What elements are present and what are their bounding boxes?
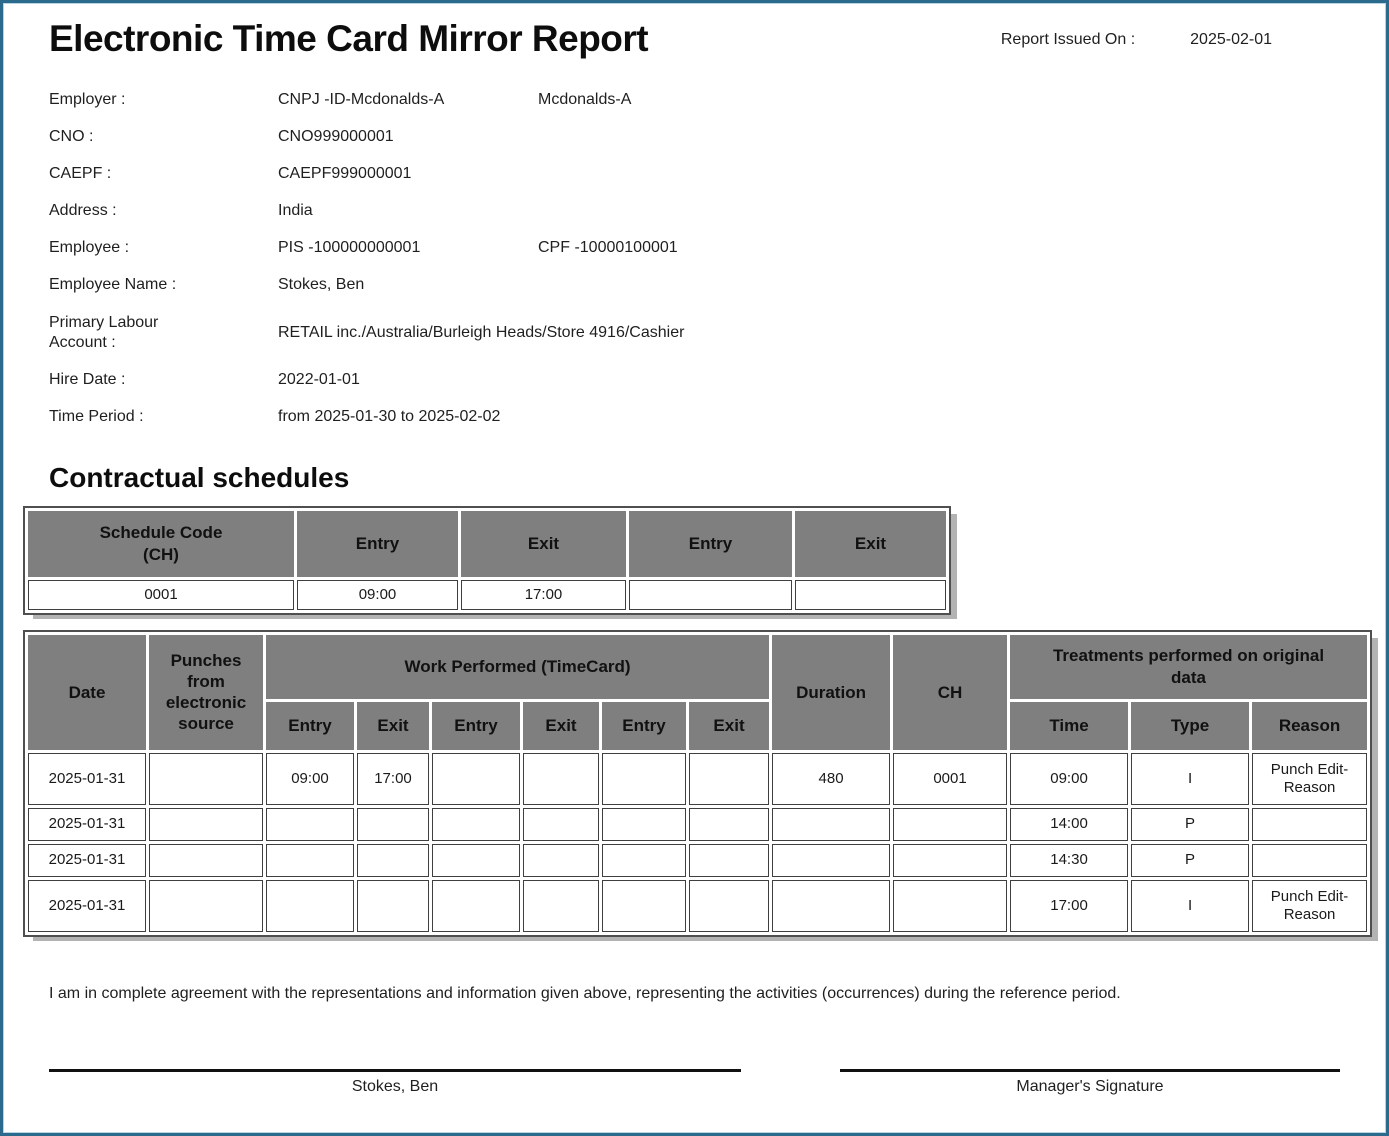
time-header: Time xyxy=(1010,702,1128,750)
reason-cell xyxy=(1252,808,1367,841)
exit2-cell xyxy=(523,808,599,841)
exit2-cell xyxy=(523,880,599,932)
entry3-header: Entry xyxy=(602,702,686,750)
exit3-cell xyxy=(689,808,769,841)
ch-cell xyxy=(893,808,1007,841)
schedule-exit1-header: Exit xyxy=(461,511,626,577)
exit1-cell xyxy=(357,844,429,877)
schedule-row xyxy=(28,580,946,610)
type-cell: I xyxy=(1131,753,1249,805)
manager-signature-label: Manager's Signature xyxy=(1016,1077,1164,1095)
reason-header: Reason xyxy=(1252,702,1367,750)
schedule-entry1-cell: 09:00 xyxy=(297,580,458,610)
info-label: Address : xyxy=(49,202,117,220)
duration-cell xyxy=(772,844,890,877)
entry2-cell xyxy=(432,844,520,877)
punches-cell xyxy=(149,808,263,841)
ch-cell: 0001 xyxy=(893,753,1007,805)
info-label: CAEPF : xyxy=(49,165,112,183)
info-row-hire-date xyxy=(49,362,1340,399)
work-performed-group-header: Work Performed (TimeCard) xyxy=(266,635,769,699)
reason-cell xyxy=(1252,844,1367,877)
info-row-address xyxy=(49,193,1340,230)
date-cell: 2025-01-31 xyxy=(28,880,146,932)
employee-signature-name: Stokes, Ben xyxy=(351,1077,439,1095)
contractual-schedules-table xyxy=(23,506,951,615)
info-label: Hire Date : xyxy=(49,371,126,389)
entry2-cell xyxy=(432,880,520,932)
time-cell: 14:30 xyxy=(1010,844,1128,877)
entry3-cell xyxy=(602,844,686,877)
info-row-time-period xyxy=(49,399,1340,436)
employee-signature-block xyxy=(49,1069,741,1096)
entry3-cell xyxy=(602,753,686,805)
timecard-row xyxy=(28,880,1367,932)
schedule-header-row xyxy=(28,511,946,577)
signature-section xyxy=(49,1069,1340,1096)
info-value: CNPJ -ID-Mcdonalds-A xyxy=(278,91,445,109)
punches-cell xyxy=(149,880,263,932)
reason-cell: Punch Edit-Reason xyxy=(1252,753,1367,805)
entry1-cell: 09:00 xyxy=(266,753,354,805)
punches-header: Punches from electronic source xyxy=(149,635,263,750)
info-value-secondary: CPF -10000100001 xyxy=(538,239,678,257)
ch-header: CH xyxy=(893,635,1007,750)
timecard-header-group-row xyxy=(28,635,1367,699)
report-header xyxy=(49,19,1340,60)
entry3-cell xyxy=(602,808,686,841)
punches-cell xyxy=(149,844,263,877)
timecard-row xyxy=(28,753,1367,805)
schedule-exit2-header: Exit xyxy=(795,511,946,577)
time-cell: 17:00 xyxy=(1010,880,1128,932)
contractual-schedules-heading: Contractual schedules xyxy=(49,461,350,493)
timecard-row xyxy=(28,808,1367,841)
info-label: Employer : xyxy=(49,91,126,109)
duration-cell: 480 xyxy=(772,753,890,805)
entry3-cell xyxy=(602,880,686,932)
date-header: Date xyxy=(28,635,146,750)
ch-cell xyxy=(893,880,1007,932)
type-cell: I xyxy=(1131,880,1249,932)
timecard-table xyxy=(23,630,1372,937)
exit2-cell xyxy=(523,753,599,805)
exit3-header: Exit xyxy=(689,702,769,750)
info-label: Employee : xyxy=(49,239,130,257)
exit2-cell xyxy=(523,844,599,877)
page-title: Electronic Time Card Mirror Report xyxy=(49,18,649,59)
entry2-cell xyxy=(432,808,520,841)
entry1-cell xyxy=(266,844,354,877)
schedule-code-header: Schedule Code (CH) xyxy=(28,511,294,577)
entry1-cell xyxy=(266,880,354,932)
type-header: Type xyxy=(1131,702,1249,750)
info-value: CNO999000001 xyxy=(278,128,394,146)
reason-cell: Punch Edit-Reason xyxy=(1252,880,1367,932)
info-label: CNO : xyxy=(49,128,94,146)
info-value: India xyxy=(278,202,313,220)
info-value: CAEPF999000001 xyxy=(278,165,412,183)
schedule-entry2-header: Entry xyxy=(629,511,792,577)
employee-info-section xyxy=(49,82,1340,436)
type-cell: P xyxy=(1131,844,1249,877)
info-row-employer xyxy=(49,82,1340,119)
exit3-cell xyxy=(689,880,769,932)
ch-cell xyxy=(893,844,1007,877)
schedule-entry1-header: Entry xyxy=(297,511,458,577)
manager-signature-line xyxy=(840,1069,1340,1072)
schedule-code-cell: 0001 xyxy=(28,580,294,610)
info-label: Time Period : xyxy=(49,408,144,426)
agreement-text: I am in complete agreement with the representations and information given above, representing the activities (occurrences) during the reference period. xyxy=(49,984,1121,1002)
punches-cell xyxy=(149,753,263,805)
duration-header: Duration xyxy=(772,635,890,750)
schedule-entry2-cell xyxy=(629,580,792,610)
entry1-cell xyxy=(266,808,354,841)
entry2-header: Entry xyxy=(432,702,520,750)
entry1-header: Entry xyxy=(266,702,354,750)
duration-cell xyxy=(772,880,890,932)
info-row-primary-labour-account xyxy=(49,304,1340,362)
employee-signature-line xyxy=(49,1069,741,1072)
report-issued-block xyxy=(1001,31,1272,49)
manager-signature-block xyxy=(840,1069,1340,1096)
info-value: from 2025-01-30 to 2025-02-02 xyxy=(278,408,501,426)
treatments-group-header: Treatments performed on original data xyxy=(1010,635,1367,699)
info-label: Primary Labour Account : xyxy=(49,313,159,351)
schedule-exit1-cell: 17:00 xyxy=(461,580,626,610)
info-row-cno xyxy=(49,119,1340,156)
info-value: PIS -100000000001 xyxy=(278,239,421,257)
info-row-employee-name xyxy=(49,267,1340,304)
exit1-cell xyxy=(357,880,429,932)
exit3-cell xyxy=(689,844,769,877)
exit1-cell: 17:00 xyxy=(357,753,429,805)
info-value: Stokes, Ben xyxy=(278,276,365,294)
exit3-cell xyxy=(689,753,769,805)
date-cell: 2025-01-31 xyxy=(28,808,146,841)
info-value: RETAIL inc./Australia/Burleigh Heads/Store 4916/Cashier xyxy=(278,323,685,341)
info-value: 2022-01-01 xyxy=(278,371,360,389)
schedule-exit2-cell xyxy=(795,580,946,610)
report-issued-label: Report Issued On : xyxy=(1000,31,1136,48)
info-label: Employee Name : xyxy=(49,276,177,294)
timecard-row xyxy=(28,844,1367,877)
date-cell: 2025-01-31 xyxy=(28,753,146,805)
info-value-secondary: Mcdonalds-A xyxy=(538,91,632,109)
time-cell: 09:00 xyxy=(1010,753,1128,805)
exit1-cell xyxy=(357,808,429,841)
info-row-employee xyxy=(49,230,1340,267)
report-issued-date: 2025-02-01 xyxy=(1190,31,1272,48)
exit1-header: Exit xyxy=(357,702,429,750)
info-row-caepf xyxy=(49,156,1340,193)
time-cell: 14:00 xyxy=(1010,808,1128,841)
entry2-cell xyxy=(432,753,520,805)
duration-cell xyxy=(772,808,890,841)
exit2-header: Exit xyxy=(523,702,599,750)
type-cell: P xyxy=(1131,808,1249,841)
date-cell: 2025-01-31 xyxy=(28,844,146,877)
